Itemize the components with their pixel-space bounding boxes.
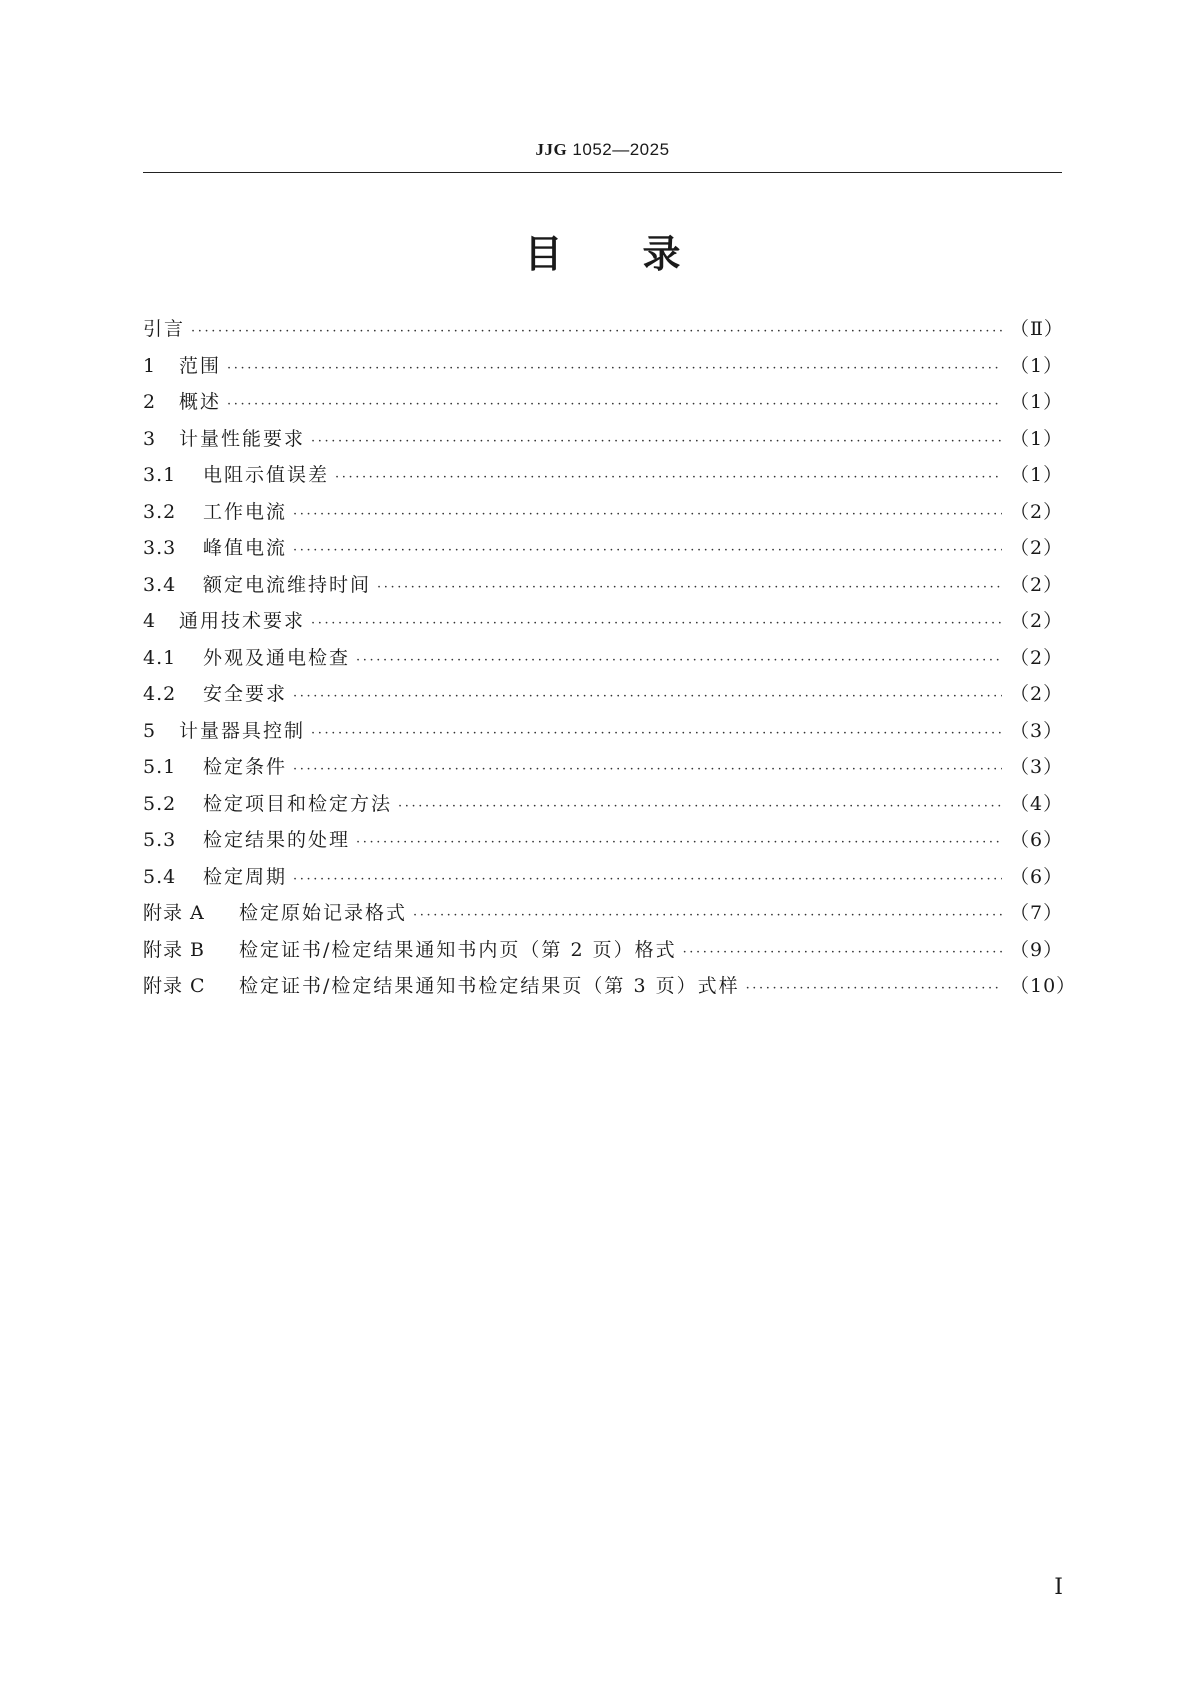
toc-dot-leader [413, 908, 1002, 923]
toc-entry-page: （9） [1010, 938, 1064, 961]
toc-entry[interactable] [143, 862, 1062, 899]
toc-entry[interactable] [143, 716, 1062, 753]
toc-entry-title: 检定周期 [203, 865, 288, 888]
toc-entry[interactable] [143, 424, 1062, 461]
toc-entry-page: （1） [1010, 354, 1064, 377]
toc-entry[interactable] [143, 679, 1062, 716]
toc-dot-leader [356, 653, 1002, 668]
toc-entry-number: 附录 A [143, 902, 205, 924]
toc-entry-page: （1） [1010, 391, 1064, 413]
toc-entry-page: （10） [1010, 975, 1077, 997]
toc-entry[interactable] [143, 570, 1062, 607]
toc-dot-leader [311, 616, 1002, 631]
toc-dot-leader [377, 580, 1002, 595]
toc-entry[interactable] [143, 351, 1062, 388]
toc-entry-number: 2 [143, 391, 157, 413]
header-rule [143, 172, 1062, 173]
toc-dot-leader [335, 470, 1002, 485]
toc-entry-number: 4.1 [143, 646, 177, 669]
toc-entry-page: （2） [1010, 683, 1064, 705]
toc-entry-page: （2） [1010, 537, 1064, 559]
toc-entry-title: 计量器具控制 [179, 719, 306, 742]
toc-dot-leader [293, 689, 1002, 704]
toc-entry-number: 4 [143, 610, 157, 632]
toc-dot-leader [293, 762, 1002, 777]
toc-entry-page: （2） [1010, 573, 1064, 596]
toc-entry-number: 5.3 [143, 829, 177, 851]
toc-dot-leader [293, 543, 1002, 558]
toc-dot-leader [398, 799, 1002, 814]
toc-entry-title: 检定原始记录格式 [239, 902, 408, 924]
toc-dot-leader [683, 945, 1002, 960]
toc-dot-leader [227, 397, 1002, 412]
toc-entry-number: 3.4 [143, 573, 177, 596]
toc-entry[interactable] [143, 789, 1062, 826]
toc-entry-number: 3 [143, 427, 157, 450]
toc-entry-number: 附录 B [143, 938, 206, 961]
toc-entry-page: （2） [1010, 500, 1064, 523]
toc-dot-leader [293, 872, 1002, 887]
toc-entry-title: 检定结果的处理 [203, 829, 351, 851]
document-header [143, 140, 1062, 160]
toc-entry-title: 外观及通电检查 [203, 646, 351, 669]
toc-entry[interactable] [143, 387, 1062, 424]
toc-entry[interactable] [143, 606, 1062, 643]
toc-entry-title: 检定项目和检定方法 [203, 792, 393, 815]
toc-entry-page: （3） [1010, 756, 1064, 778]
toc-entry-title: 计量性能要求 [179, 427, 306, 450]
toc-entry[interactable] [143, 314, 1062, 351]
toc-entry-number: 3.2 [143, 500, 177, 523]
toc-entry-title: 峰值电流 [203, 537, 288, 559]
toc-entry-title: 概述 [179, 391, 222, 413]
title-char-2: 录 [642, 232, 681, 276]
toc-dot-leader [227, 361, 1002, 376]
table-of-contents [143, 314, 1077, 1008]
page-folio: Ⅰ [1054, 1574, 1063, 1599]
toc-entry[interactable] [143, 971, 1077, 1008]
toc-entry-page: （1） [1010, 464, 1064, 486]
toc-dot-leader [356, 835, 1002, 850]
toc-entry-page: （7） [1010, 902, 1064, 924]
standard-code-prefix: JJG [535, 140, 568, 159]
page-title [143, 223, 1062, 278]
toc-entry-title: 电阻示值误差 [203, 464, 330, 486]
toc-entry-number: 3.1 [143, 464, 177, 486]
toc-entry[interactable] [143, 898, 1062, 935]
title-char-1: 目 [524, 232, 563, 276]
toc-entry-title: 安全要求 [203, 683, 288, 705]
toc-entry-title: 通用技术要求 [179, 610, 306, 632]
toc-entry-title: 引言 [143, 318, 186, 340]
toc-entry[interactable] [143, 935, 1062, 972]
toc-entry-number: 4.2 [143, 683, 177, 705]
toc-entry-title: 检定证书/检定结果通知书检定结果页（第 3 页）式样 [239, 975, 740, 997]
toc-entry-number: 5.2 [143, 792, 177, 815]
toc-entry[interactable] [143, 643, 1062, 680]
toc-entry-title: 检定证书/检定结果通知书内页（第 2 页）格式 [239, 938, 677, 961]
toc-entry[interactable] [143, 497, 1062, 534]
toc-entry[interactable] [143, 460, 1062, 497]
toc-dot-leader [311, 434, 1002, 449]
toc-entry[interactable] [143, 825, 1062, 862]
toc-dot-leader [293, 507, 1002, 522]
toc-dot-leader [746, 981, 1002, 996]
toc-entry-title: 范围 [179, 354, 222, 377]
toc-entry-page: （3） [1010, 719, 1064, 742]
toc-entry-number: 5.4 [143, 865, 177, 888]
toc-entry-page: （Ⅱ） [1010, 318, 1064, 340]
toc-dot-leader [191, 324, 1002, 339]
toc-entry-number: 3.3 [143, 537, 177, 559]
toc-entry-page: （2） [1010, 646, 1064, 669]
toc-entry-number: 附录 C [143, 975, 206, 997]
toc-entry-page: （1） [1010, 427, 1064, 450]
toc-entry-number: 5.1 [143, 756, 177, 778]
toc-entry-page: （6） [1010, 829, 1064, 851]
standard-code-number: 1052—2025 [572, 140, 670, 159]
toc-entry[interactable] [143, 752, 1062, 789]
toc-entry[interactable] [143, 533, 1062, 570]
toc-entry-title: 检定条件 [203, 756, 288, 778]
toc-entry-title: 额定电流维持时间 [203, 573, 372, 596]
toc-entry-number: 5 [143, 719, 157, 742]
toc-dot-leader [311, 726, 1002, 741]
toc-entry-number: 1 [143, 354, 157, 377]
toc-entry-page: （6） [1010, 865, 1064, 888]
toc-entry-title: 工作电流 [203, 500, 288, 523]
toc-entry-page: （4） [1010, 792, 1064, 815]
toc-entry-page: （2） [1010, 610, 1064, 632]
